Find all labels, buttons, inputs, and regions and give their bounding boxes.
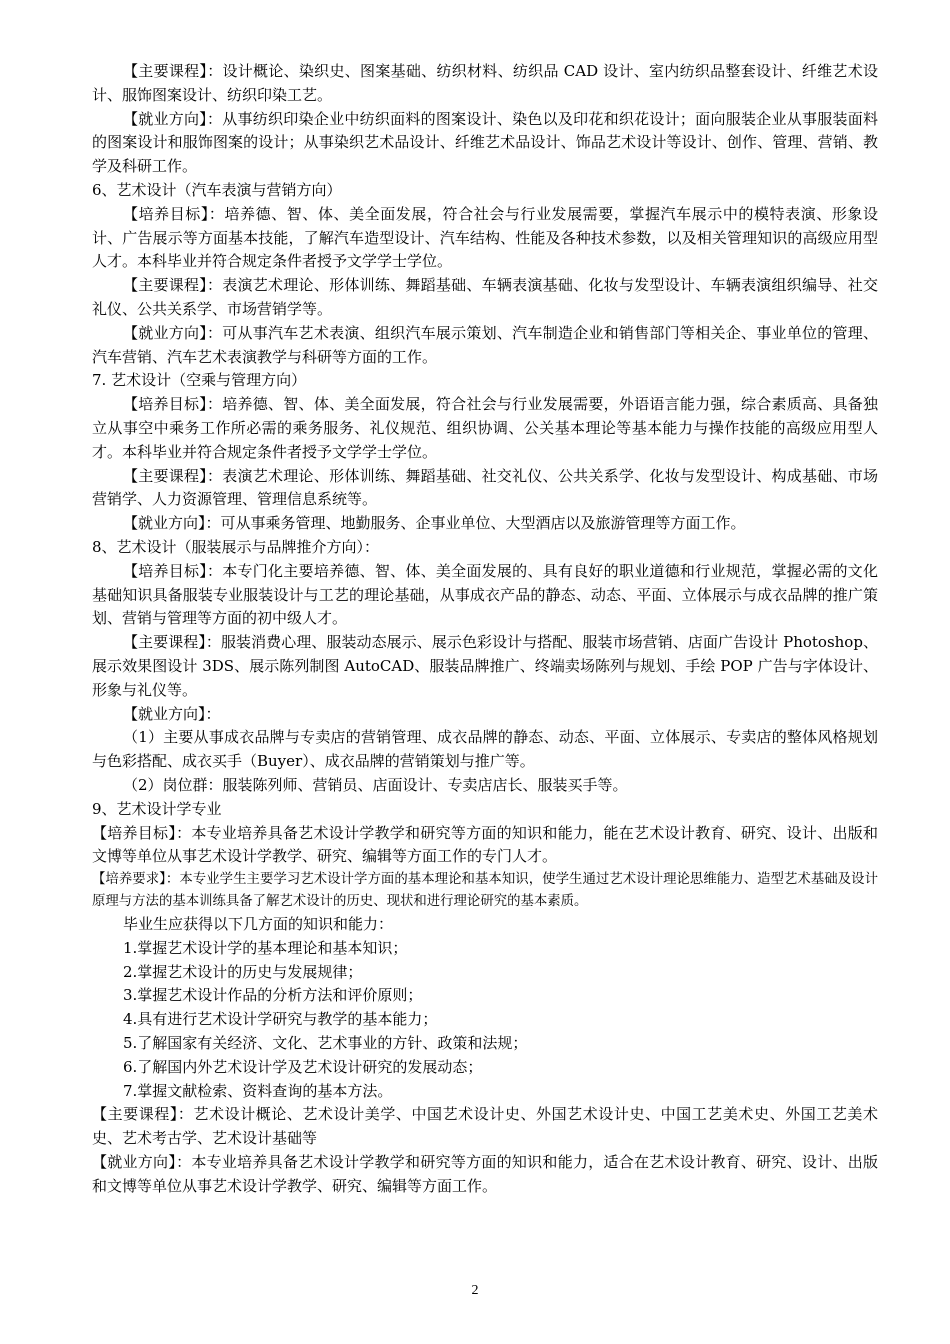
- paragraph-goal-design-studies: 【培养目标】：本专业培养具备艺术设计学教学和研究等方面的知识和能力，能在艺术设计教育、研究、设计、出版和文博等单位从事艺术设计学教学、研究、编辑等方面工作的专门人才。: [92, 823, 878, 866]
- page-number: 2: [471, 1283, 479, 1298]
- paragraph-goal-fashion: 【培养目标】：本专门化主要培养德、智、体、美全面发展的、具有良好的职业道德和行业规范，掌握必需的文化基础知识具备服装专业服装设计与工艺的理论基础，从事成衣产品的静态、动态、平面、立体展示与成衣品牌的推广策划、营销与管理等方面的初中级人才。: [92, 561, 878, 628]
- section-heading-7: 7. 艺术设计（空乘与管理方向）: [92, 371, 307, 390]
- paragraph-employment-fashion-1: （1）主要从事成衣品牌与专卖店的营销管理、成衣品牌的静态、动态、平面、立体展示、专卖店的整体风格规划与色彩搭配、成衣买手（Buyer）、成衣品牌的营销策划与推广等。: [92, 728, 878, 771]
- list-item-ability-1: 1.掌握艺术设计学的基本理论和基本知识；: [123, 938, 408, 957]
- list-item-ability-3: 3.掌握艺术设计作品的分析方法和评价原则；: [123, 986, 423, 1005]
- paragraph-employment-auto: 【就业方向】：可从事汽车艺术表演、组织汽车展示策划、汽车制造企业和销售部门等相关企、事业单位的管理、汽车营销、汽车艺术表演教学与科研等方面的工作。: [92, 323, 878, 366]
- paragraph-employment-textile: 【就业方向】：从事纺织印染企业中纺织面料的图案设计、染色以及印花和织花设计；面向服装企业从事服装面料的图案设计和服饰图案的设计；从事染织艺术品设计、纤维艺术品设计、饰品艺术设计等设计、创作、管理、营销、教学及科研工作。: [92, 109, 878, 176]
- paragraph-employment-fashion-2: （2）岗位群：服装陈列师、营销员、店面设计、专卖店店长、服装买手等。: [123, 775, 628, 794]
- paragraph-courses-fashion: 【主要课程】：服装消费心理、服装动态展示、展示色彩设计与搭配、服装市场营销、店面广告设计 Photoshop、展示效果图设计 3DS、展示陈列制图 AutoCAD、服装品牌推广、终端卖场陈列与规划、手绘 POP 广告与字体设计、形象与礼仪等。: [92, 633, 878, 699]
- paragraph-main-courses-textile: 【主要课程】：设计概论、染织史、图案基础、纺织材料、纺织品 CAD 设计、室内纺织品整套设计、纤维艺术设计、服饰图案设计、纺织印染工艺。: [92, 62, 878, 104]
- list-item-ability-5: 5.了解国家有关经济、文化、艺术事业的方针、政策和法规；: [123, 1034, 528, 1053]
- document-body: [92, 60, 878, 1199]
- paragraph-courses-design-studies: 【主要课程】：艺术设计概论、艺术设计美学、中国艺术设计史、外国艺术设计史、中国工艺美术史、外国工艺美术史、艺术考古学、艺术设计基础等: [92, 1105, 878, 1148]
- list-item-ability-2: 2.掌握艺术设计的历史与发展规律；: [123, 962, 363, 981]
- paragraph-employment-airline: 【就业方向】：可从事乘务管理、地勤服务、企事业单位、大型酒店以及旅游管理等方面工作。: [123, 514, 746, 533]
- paragraph-employment-fashion-label: 【就业方向】：: [123, 704, 221, 723]
- paragraph-abilities-intro: 毕业生应获得以下几方面的知识和能力：: [123, 915, 394, 934]
- paragraph-goal-auto: 【培养目标】：培养德、智、体、美全面发展，符合社会与行业发展需要，掌握汽车展示中的模特表演、形象设计、广告展示等方面基本技能，了解汽车造型设计、汽车结构、性能及各种技术参数，以及相关管理知识的高级应用型人才。本科毕业并符合规定条件者授予文学学士学位。: [92, 204, 878, 271]
- paragraph-employment-design-studies: 【就业方向】：本专业培养具备艺术设计学教学和研究等方面的知识和能力，适合在艺术设计教育、研究、设计、出版和文博等单位从事艺术设计学教学、研究、编辑等方面工作。: [92, 1153, 878, 1195]
- paragraph-courses-auto: 【主要课程】：表演艺术理论、形体训练、舞蹈基础、车辆表演基础、化妆与发型设计、车辆表演组织编导、社交礼仪、公共关系学、市场营销学等。: [92, 276, 878, 318]
- paragraph-courses-airline: 【主要课程】：表演艺术理论、形体训练、舞蹈基础、社交礼仪、公共关系学、化妆与发型设计、构成基础、市场营销学、人力资源管理、管理信息系统等。: [92, 466, 878, 509]
- list-item-ability-6: 6.了解国内外艺术设计学及艺术设计研究的发展动态；: [123, 1057, 483, 1076]
- section-heading-8: 8、艺术设计（服装展示与品牌推介方向）：: [92, 537, 380, 556]
- section-heading-9: 9、艺术设计学专业: [92, 799, 222, 818]
- section-heading-6: 6、艺术设计（汽车表演与营销方向）: [92, 180, 342, 199]
- paragraph-requirements-design-studies: 【培养要求】：本专业学生主要学习艺术设计学方面的基本理论和基本知识，使学生通过艺术设计理论思维能力、造型艺术基础及设计原理与方法的基本训练具备了解艺术设计的历史、现状和进行理论研究的基本素质。: [92, 872, 878, 910]
- list-item-ability-7: 7.掌握文献检索、资料查询的基本方法。: [123, 1081, 393, 1100]
- list-item-ability-4: 4.具有进行艺术设计学研究与教学的基本能力；: [123, 1010, 438, 1029]
- paragraph-goal-airline: 【培养目标】：培养德、智、体、美全面发展，符合社会与行业发展需要，外语语言能力强，综合素质高、具备独立从事空中乘务工作所必需的乘务服务、礼仪规范、组织协调、公关基本理论等基本能力与操作技能的高级应用型人才。本科毕业并符合规定条件者授予文学学士学位。: [92, 395, 878, 461]
